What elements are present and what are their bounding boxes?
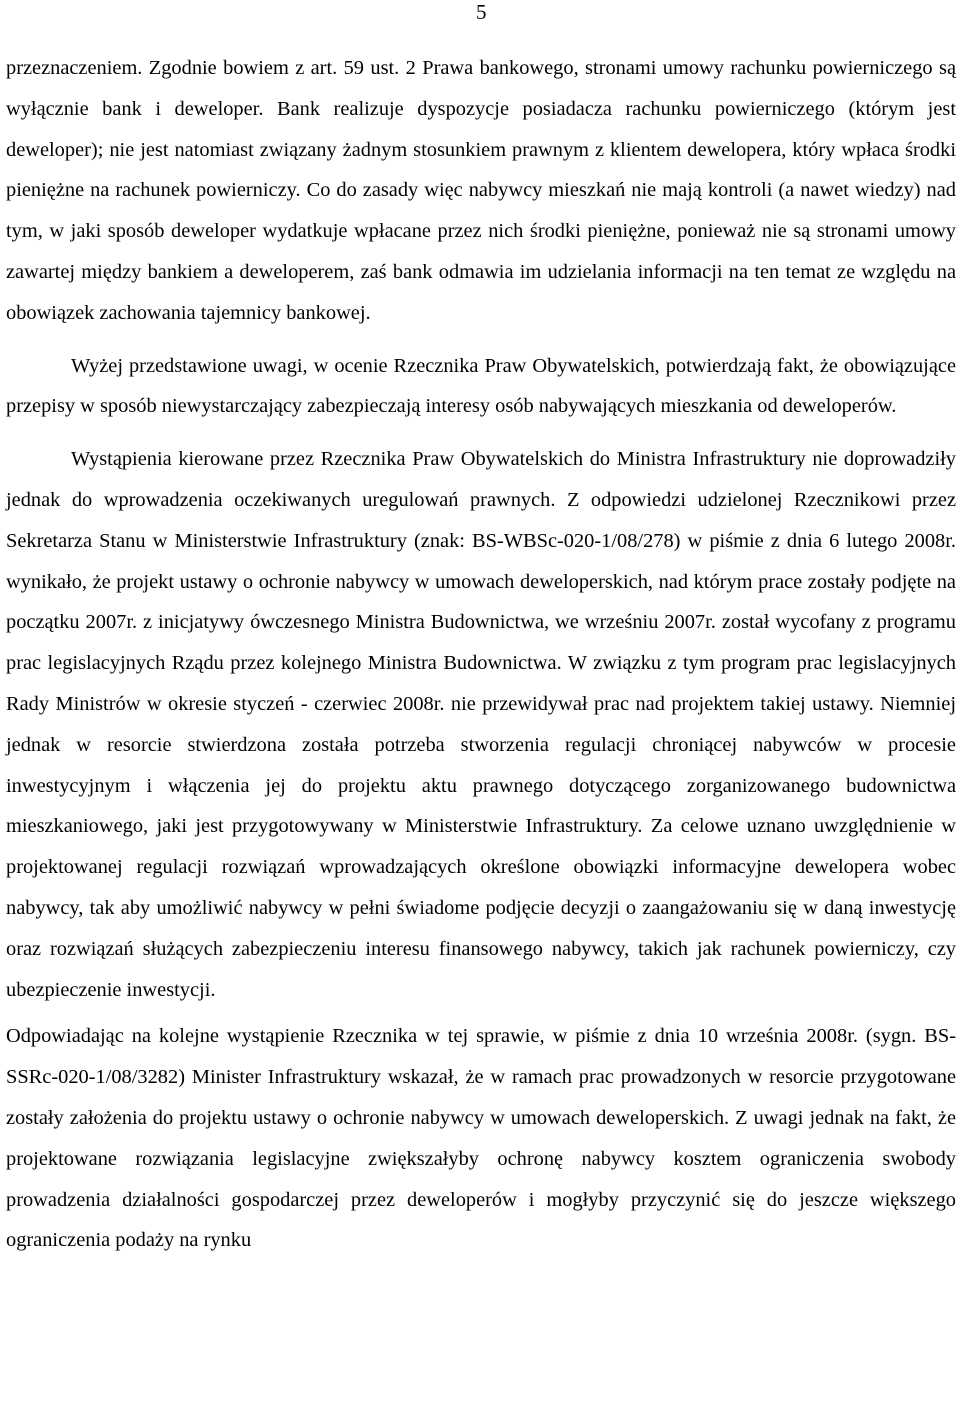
paragraph-minister-reply: Odpowiadając na kolejne wystąpienie Rzecznika w tej sprawie, w piśmie z dnia 10 września 2008r. (sygn. BS-SSRc-020-1/08/3282) Minister Infrastruktury wskazał, że w ramach prac prowadzonych w resorcie przygotowane zostały założenia do projektu ustawy o ochronie nabywcy w umowach deweloperskich. Z uwagi jednak na fakt, że projektowane rozwiązania legislacyjne zwiększałyby ochronę nabywcy kosztem ograniczenia swobody prowadzenia działalności gospodarczej przez deweloperów i mogłyby przyczynić się do jeszcze większego ograniczenia podaży na rynku bbox=[6, 1025, 956, 1252]
document-body bbox=[6, 48, 956, 1261]
paragraph-conclusion: Wyżej przedstawione uwagi, w ocenie Rzecznika Praw Obywatelskich, potwierdzają fakt, że obowiązujące przepisy w sposób niewystarczający zabezpieczają interesy osób nabywających mieszkania od deweloperów. bbox=[6, 354, 956, 418]
page-number: 5 bbox=[476, 0, 487, 24]
paragraph-ministry-response: Wystąpienia kierowane przez Rzecznika Praw Obywatelskich do Ministra Infrastruktury nie doprowadziły jednak do wprowadzenia oczekiwanych uregulowań prawnych. Z odpowiedzi udzielonej Rzecznikowi przez Sekretarza Stanu w Ministerstwie Infrastruktury (znak: BS-WBSc-020-1/08/278) w piśmie z dnia 6 lutego 2008r. wynikało, że projekt ustawy o ochronie nabywcy w umowach deweloperskich, nad którym prace zostały podjęte na początku 2007r. z inicjatywy ówczesnego Ministra Budownictwa, we wrześniu 2007r. został wycofany z programu prac legislacyjnych Rządu przez kolejnego Ministra Budownictwa. W związku z tym program prac legislacyjnych Rady Ministrów w okresie styczeń - czerwiec 2008r. nie przewidywał prac nad projektem takiej ustawy. Niemniej jednak w resorcie stwierdzona została potrzeba stworzenia regulacji chroniącej nabywców w procesie inwestycyjnym i włączenia jej do projektu aktu prawnego dotyczącego zorganizowanego budownictwa mieszkaniowego, jaki jest przygotowywany w Ministerstwie Infrastruktury. Za celowe uznano uwzględnienie w projektowanej regulacji rozwiązań wprowadzających określone obowiązki informacyjne dewelopera wobec nabywcy, tak aby umożliwić nabywcy w pełni świadome podjęcie decyzji o zaangażowaniu się w daną inwestycję oraz rozwiązań służących zabezpieczeniu interesu finansowego nabywcy, takich jak rachunek powierniczy, czy ubezpieczenie inwestycji. bbox=[6, 448, 956, 1001]
paragraph-continuation: przeznaczeniem. Zgodnie bowiem z art. 59 ust. 2 Prawa bankowego, stronami umowy rachunku powierniczego są wyłącznie bank i deweloper. Bank realizuje dyspozycje posiadacza rachunku powierniczego (którym jest deweloper); nie jest natomiast związany żadnym stosunkiem prawnym z klientem dewelopera, który wpłaca środki pieniężne na rachunek powierniczy. Co do zasady więc nabywcy mieszkań nie mają kontroli (a nawet wiedzy) nad tym, w jaki sposób deweloper wydatkuje wpłacane przez nich środki pieniężne, ponieważ nie są stronami umowy zawartej między bankiem a deweloperem, zaś bank odmawia im udzielania informacji na ten temat ze względu na obowiązek zachowania tajemnicy bankowej. bbox=[6, 57, 956, 324]
